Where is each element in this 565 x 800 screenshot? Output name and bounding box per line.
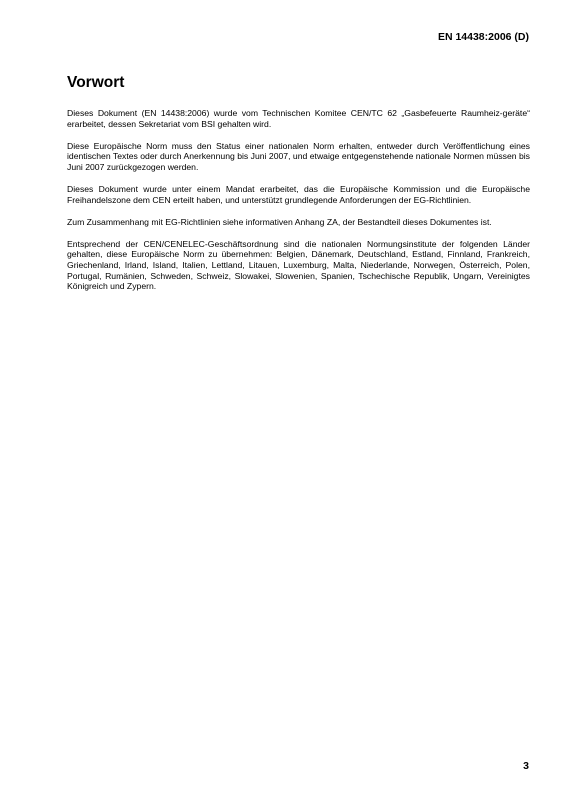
paragraph-mandate: Dieses Dokument wurde unter einem Mandat erarbeitet, das die Europäische Kommission und die Europäische Freihandelszone dem CEN erteilt haben, und unterstützt grundlegende Anforderungen der EG-Richtlinien. [67,183,530,205]
section-title: Vorwort [67,74,125,91]
paragraph-status: Diese Europäische Norm muss den Status einer nationalen Norm erhalten, entweder durch Veröffentlichung eines identischen Textes oder durch Anerkennung bis Juni 2007, und etwaige entgegenstehende nationale Normen müssen bis Juni 2007 zurückgezogen werden. [67,140,530,172]
paragraph-committee: Dieses Dokument (EN 14438:2006) wurde vom Technischen Komitee CEN/TC 62 „Gasbefeuerte Raumheiz-geräte“ erarbeitet, dessen Sekretariat vom BSI gehalten wird. [67,108,530,129]
foreword-body [67,108,530,303]
document-id: EN 14438:2006 (D) [437,31,529,43]
page-number: 3 [523,760,529,772]
paragraph-countries: Entsprechend der CEN/CENELEC-Geschäftsordnung sind die nationalen Normungsinstitute der folgenden Länder gehalten, diese Europäische Norm zu übernehmen: Belgien, Dänemark, Deutschland, Estland, Finnland, Frankreich, Griechenland, Irland, Island, Italien, Lettland, Litauen, Luxemburg, Malta, Niederlande, Norwegen, Österreich, Polen, Portugal, Rumänien, Schweden, Schweiz, Slowakei, Slowenien, Spanien, Tschechische Republik, Ungarn, Vereinigtes Königreich und Zypern. [67,238,530,292]
paragraph-directives: Zum Zusammenhang mit EG-Richtlinien siehe informativen Anhang ZA, der Bestandteil dieses Dokumentes ist. [67,216,492,227]
